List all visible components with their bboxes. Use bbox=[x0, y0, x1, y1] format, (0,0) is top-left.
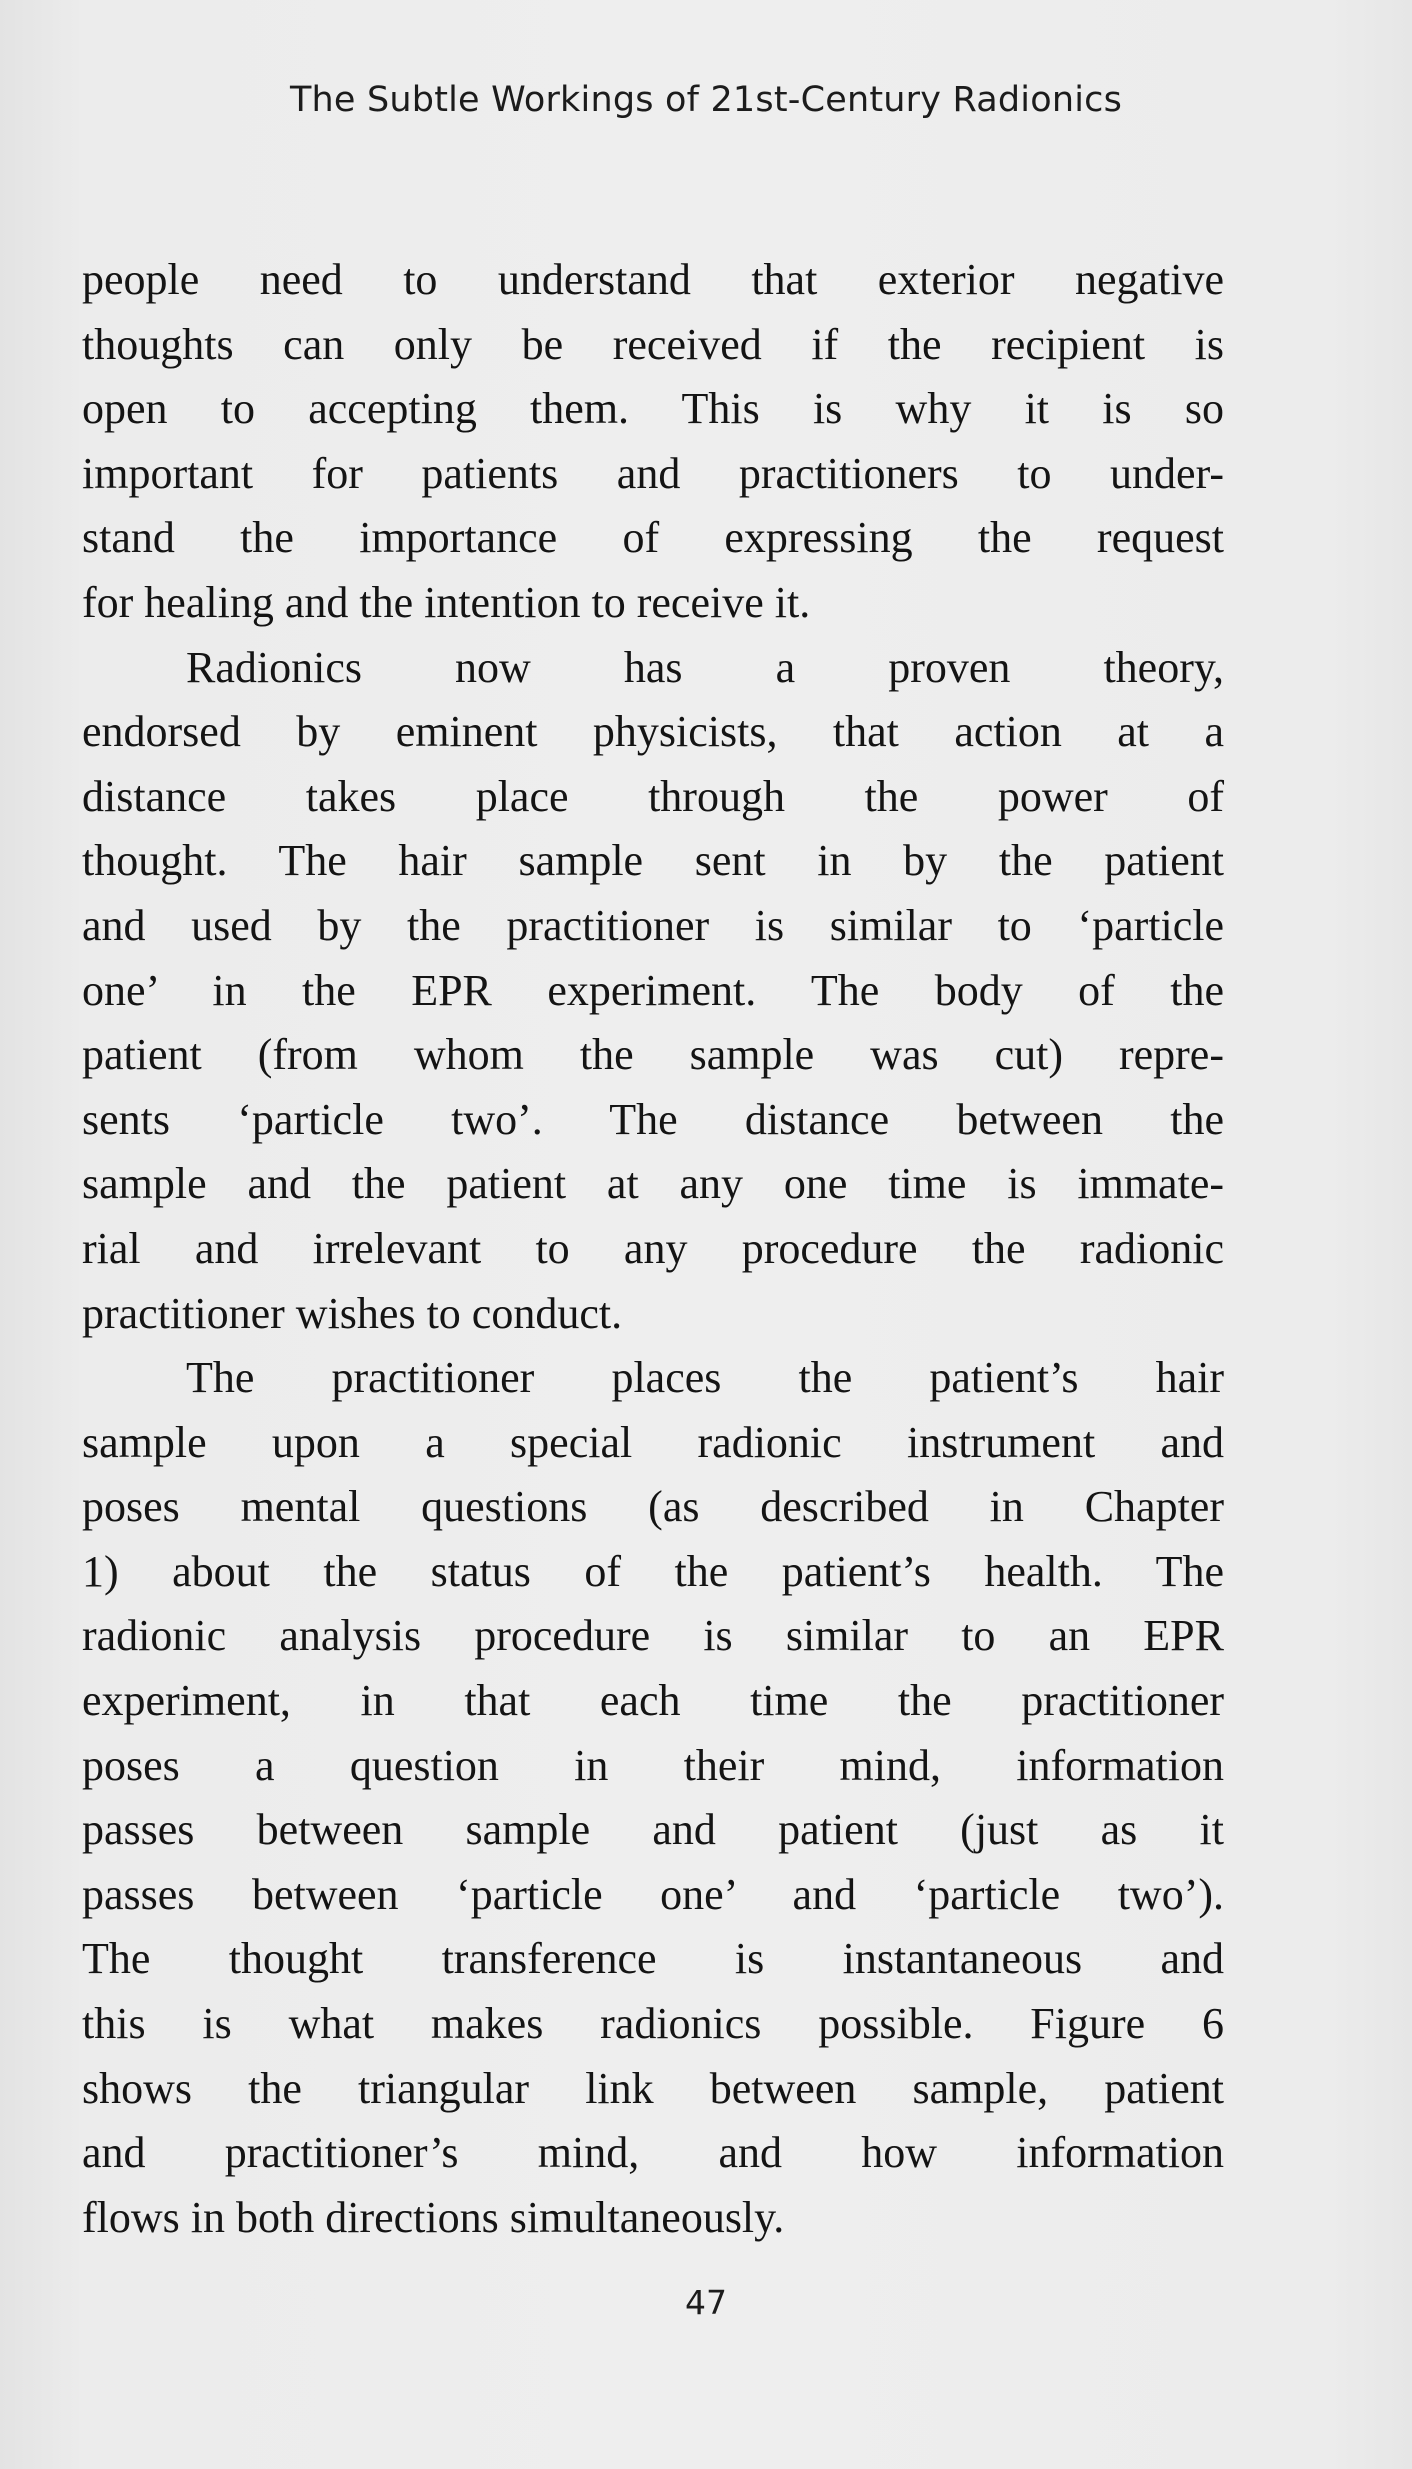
text-line: practitioner wishes to conduct. bbox=[82, 1288, 623, 1338]
text-line: Radionics now has a proven theory, bbox=[186, 642, 1224, 692]
text-line: sample and the patient at any one time is immate- bbox=[82, 1159, 1224, 1209]
text-line: for healing and the intention to receive it. bbox=[82, 577, 811, 627]
running-head: The Subtle Workings of 21st-Century Radionics bbox=[289, 80, 1123, 120]
text-line: thought. The hair sample sent in by the patient bbox=[82, 836, 1224, 886]
text-line: this is what makes radionics possible. Figure 6 bbox=[82, 1999, 1224, 2049]
text-line: sample upon a special radionic instrument and bbox=[82, 1417, 1224, 1467]
text-line: passes between sample and patient (just as it bbox=[82, 1805, 1224, 1855]
text-line: thoughts can only be received if the recipient is bbox=[82, 319, 1224, 369]
text-line: 1) about the status of the patient’s health. The bbox=[82, 1546, 1224, 1596]
text-line: experiment, in that each time the practitioner bbox=[82, 1676, 1224, 1726]
text-line: flows in both directions simultaneously. bbox=[82, 2192, 785, 2242]
text-line: The thought transference is instantaneous and bbox=[82, 1934, 1224, 1984]
text-line: poses a question in their mind, information bbox=[82, 1740, 1224, 1790]
page-number: 47 bbox=[685, 2283, 727, 2322]
text-line: patient (from whom the sample was cut) repre- bbox=[82, 1030, 1224, 1080]
text-line: and practitioner’s mind, and how information bbox=[82, 2128, 1224, 2178]
text-line: stand the importance of expressing the request bbox=[82, 513, 1224, 563]
text-line: one’ in the EPR experiment. The body of the bbox=[82, 965, 1224, 1015]
text-line: and used by the practitioner is similar to ‘particle bbox=[82, 900, 1224, 950]
text-line: important for patients and practitioners to under- bbox=[82, 448, 1224, 498]
body-text bbox=[82, 248, 1224, 2250]
text-line: distance takes place through the power of bbox=[82, 771, 1224, 821]
text-line: people need to understand that exterior negative bbox=[82, 255, 1224, 304]
text-line: The practitioner places the patient’s hair bbox=[186, 1353, 1224, 1403]
text-line: sents ‘particle two’. The distance between the bbox=[82, 1094, 1224, 1144]
paragraph-3 bbox=[82, 1346, 1224, 2250]
paragraph-2 bbox=[82, 636, 1224, 1347]
text-line: poses mental questions (as described in Chapter bbox=[82, 1482, 1224, 1532]
text-line: rial and irrelevant to any procedure the radionic bbox=[82, 1223, 1224, 1273]
text-line: shows the triangular link between sample, patient bbox=[82, 2063, 1224, 2113]
text-line: radionic analysis procedure is similar to an EPR bbox=[82, 1611, 1224, 1661]
text-line: endorsed by eminent physicists, that action at a bbox=[82, 707, 1224, 757]
paragraph-1 bbox=[82, 248, 1224, 636]
text-line: passes between ‘particle one’ and ‘particle two’). bbox=[82, 1869, 1224, 1919]
text-line: open to accepting them. This is why it is so bbox=[82, 384, 1224, 434]
